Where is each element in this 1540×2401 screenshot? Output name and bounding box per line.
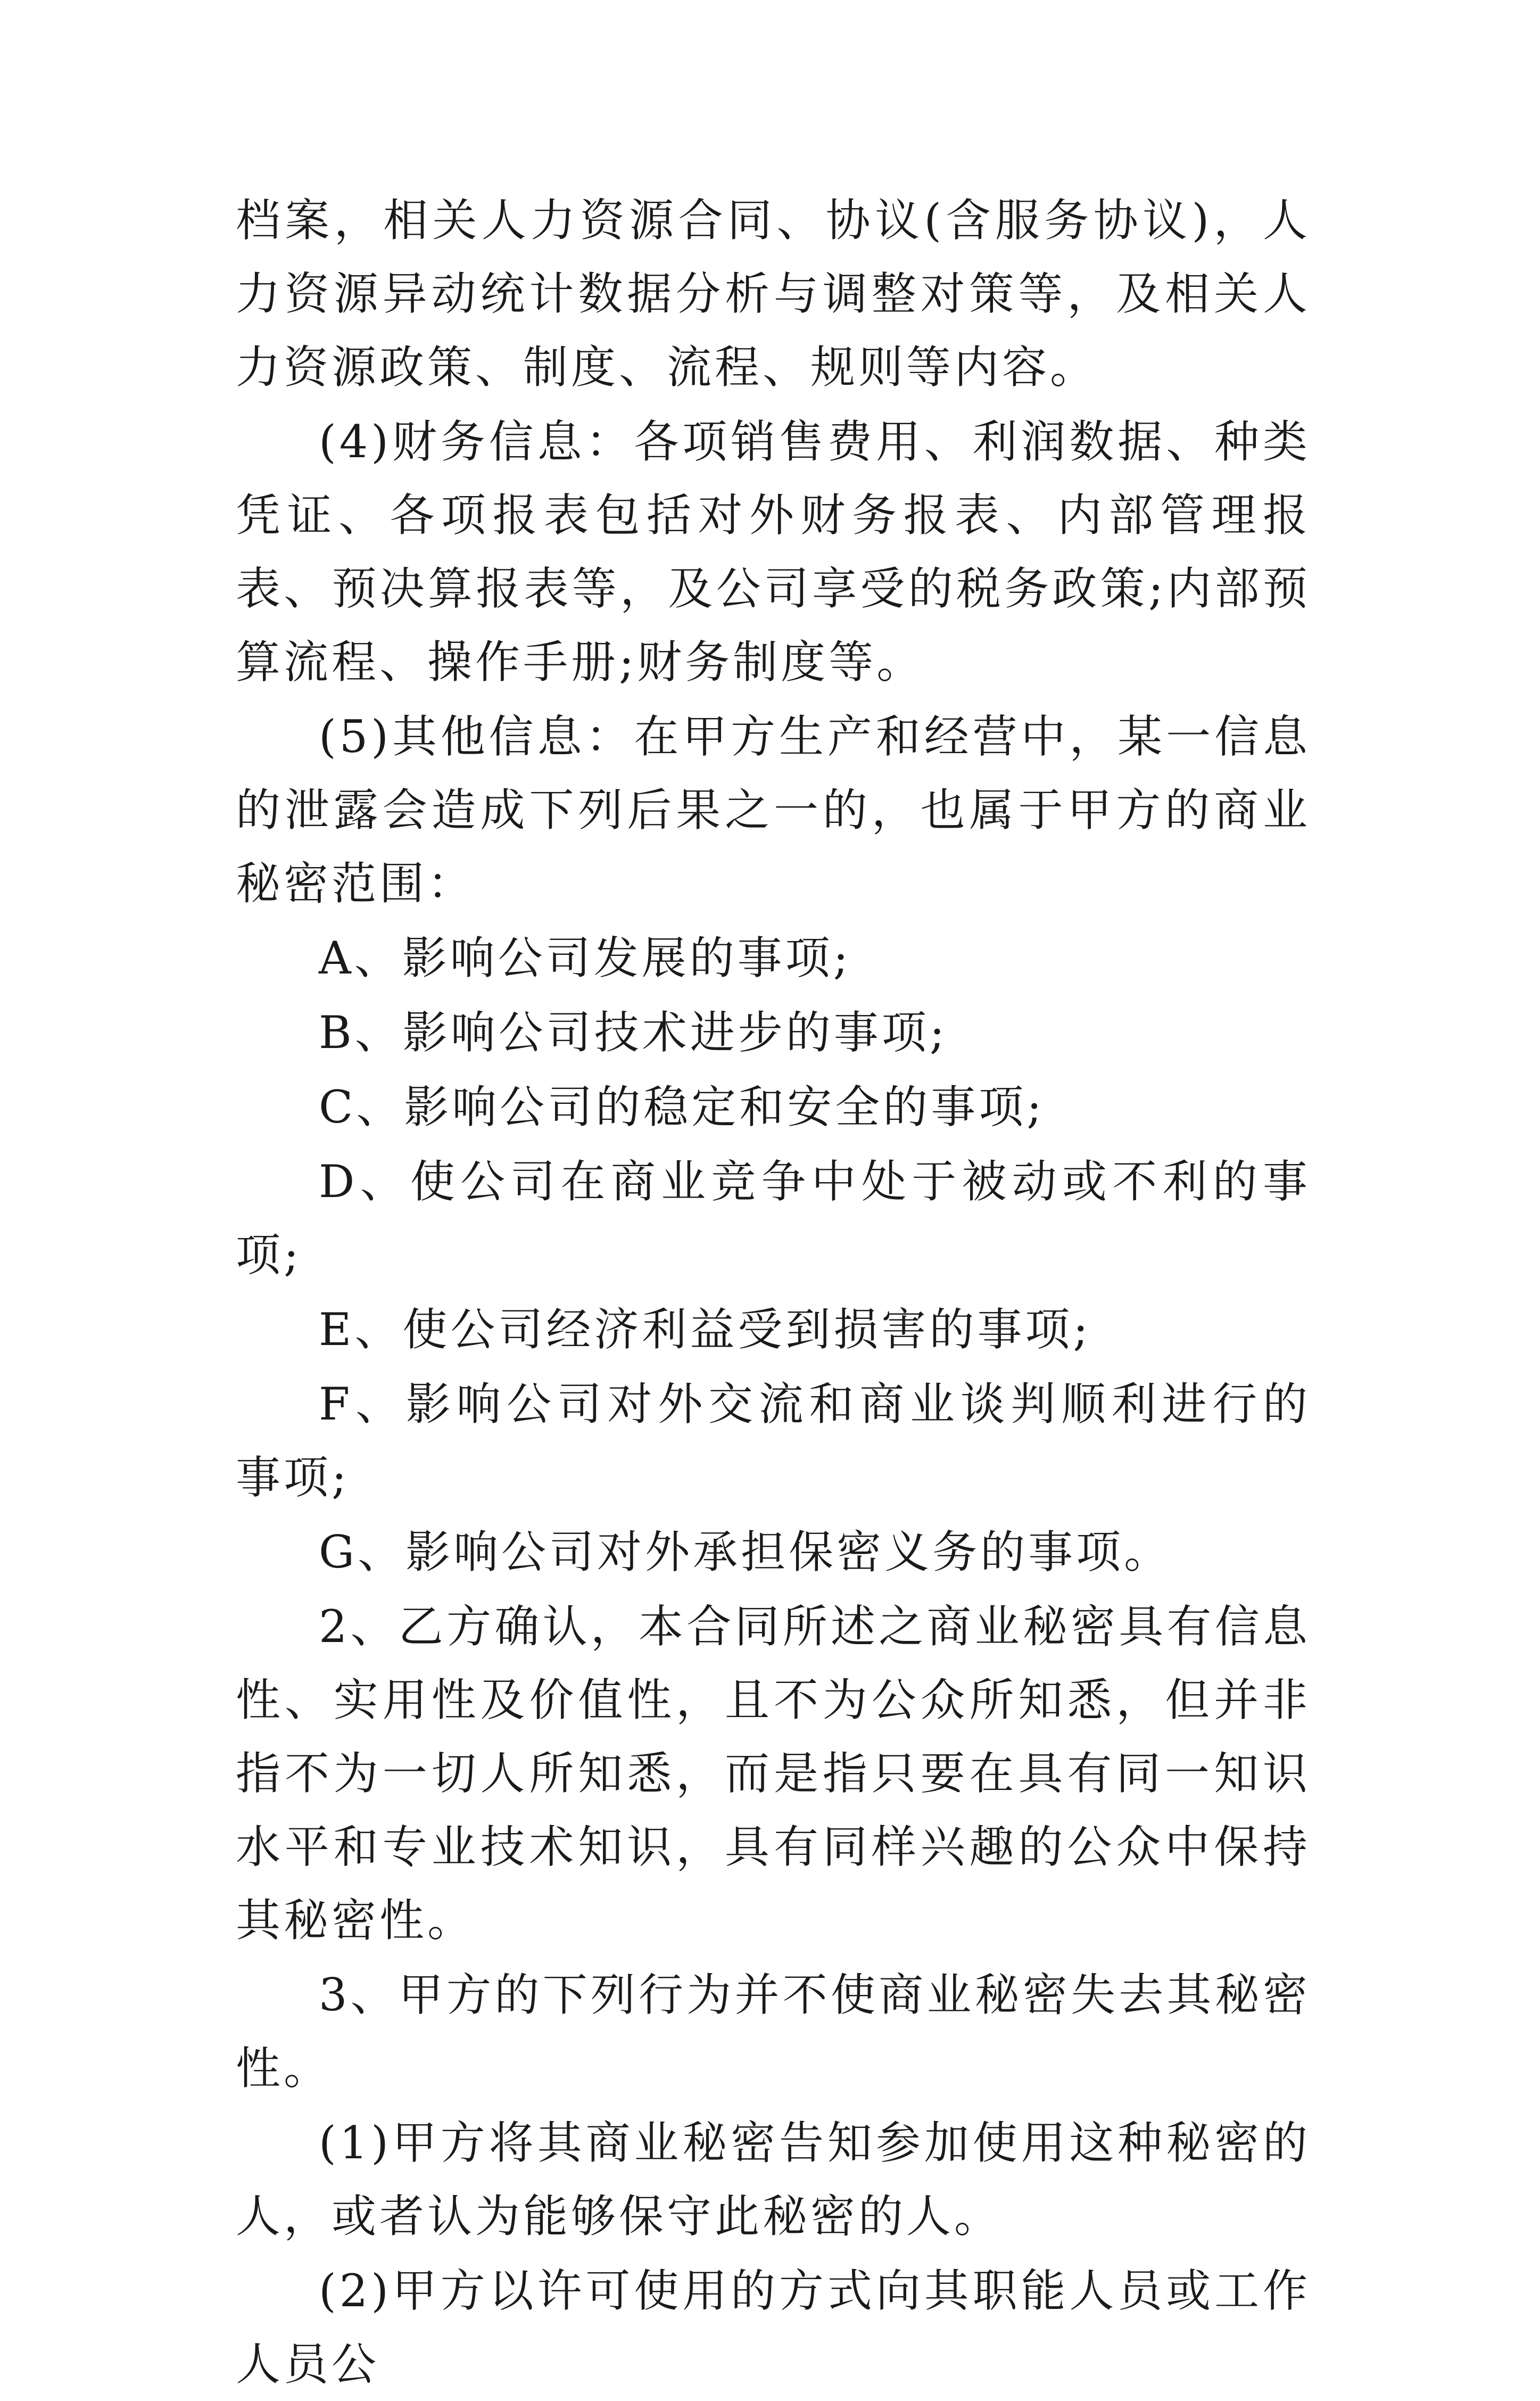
list-item-e: E、使公司经济利益受到损害的事项; (319, 1303, 1091, 1356)
paragraph-clause-3-2: (2)甲方以许可使用的方式向其职能人员或工作人员公 (236, 2265, 1311, 2390)
list-item-a: A、影响公司发展的事项; (319, 932, 851, 984)
paragraph-financial-info: (4)财务信息：各项销售费用、利润数据、种类凭证、各项报表包括对外财务报表、内部管理报表、预决算报表等，及公司享受的税务政策;内部预算流程、操作手册;财务制度等。 (236, 416, 1311, 688)
paragraph-hr-records: 档案，相关人力资源合同、协议(含服务协议)，人力资源异动统计数据分析与调整对策等，及相关人力资源政策、制度、流程、规则等内容。 (236, 194, 1311, 393)
document-body (236, 184, 1311, 2401)
list-item-c: C、影响公司的稳定和安全的事项; (319, 1081, 1045, 1133)
list-item-g: G、影响公司对外承担保密义务的事项。 (319, 1526, 1172, 1578)
paragraph-clause-3: 3、甲方的下列行为并不使商业秘密失去其秘密性。 (236, 1969, 1311, 2094)
paragraph-clause-2: 2、乙方确认，本合同所述之商业秘密具有信息性、实用性及价值性，且不为公众所知悉，但并非指不为一切人所知悉，而是指只要在具有同一知识水平和专业技术知识，具有同样兴趣的公众中保持其秘密性。 (236, 1600, 1311, 1946)
list-item-d: D、使公司在商业竞争中处于被动或不利的事项; (236, 1156, 1311, 1281)
paragraph-other-info: (5)其他信息：在甲方生产和经营中，某一信息的泄露会造成下列后果之一的，也属于甲方的商业秘密范围： (236, 711, 1311, 910)
list-item-b: B、影响公司技术进步的事项; (319, 1006, 948, 1059)
paragraph-clause-3-1: (1)甲方将其商业秘密告知参加使用这种秘密的人，或者认为能够保守此秘密的人。 (236, 2117, 1311, 2242)
list-item-f: F、影响公司对外交流和商业谈判顺利进行的事项; (236, 1378, 1311, 1504)
